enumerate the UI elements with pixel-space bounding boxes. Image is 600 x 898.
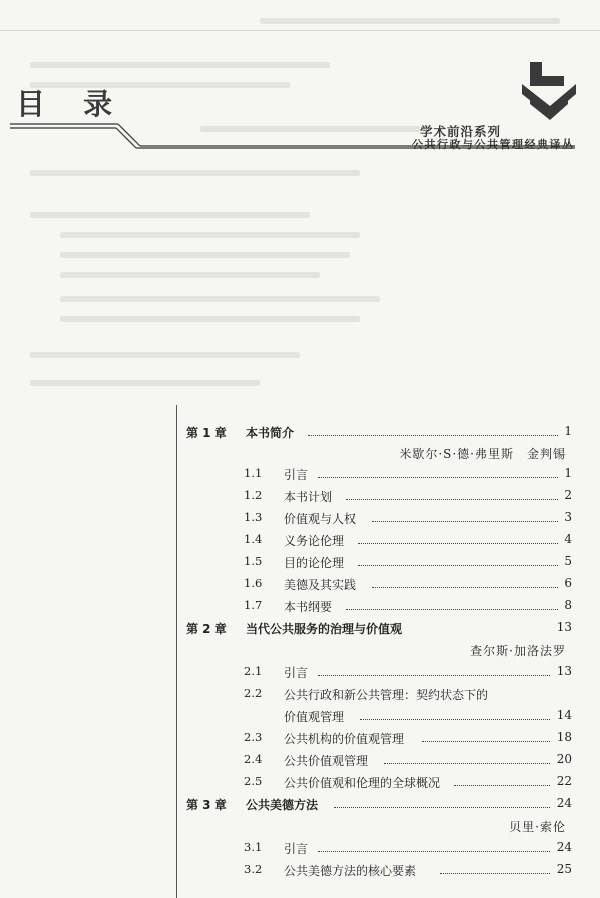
chapter-author: 贝里·索伦: [509, 820, 566, 834]
leader-dots: [346, 609, 558, 610]
leader-dots: [360, 719, 550, 720]
leader-dots: [318, 675, 550, 676]
section-number: 2.5: [244, 774, 263, 788]
chapter-title: 公共美德方法: [246, 798, 319, 812]
section-title: 公共价值观管理: [284, 754, 369, 768]
section-row[interactable]: [186, 576, 572, 596]
section-number: 1.3: [244, 510, 263, 524]
section-row[interactable]: [186, 686, 572, 706]
section-number: 1.4: [244, 532, 263, 546]
section-title: 公共价值观和伦理的全球概况: [284, 776, 441, 790]
page-number: 13: [556, 620, 572, 634]
page-number: 24: [556, 840, 572, 854]
leader-dots: [308, 435, 558, 436]
page-title-wrap: [16, 82, 126, 123]
page-number: 3: [564, 510, 572, 524]
leader-dots: [318, 851, 550, 852]
section-number: 1.5: [244, 554, 263, 568]
page-number: 22: [556, 774, 572, 788]
section-number: 2.1: [244, 664, 263, 678]
chapter-number: 第 1 章: [186, 426, 227, 440]
section-number: 2.3: [244, 730, 263, 744]
page-number: 1: [564, 424, 572, 438]
section-row[interactable]: [186, 730, 572, 750]
section-title: 公共行政和新公共管理：契约状态下的: [284, 688, 489, 702]
leader-dots: [372, 587, 558, 588]
chapter-title: 当代公共服务的治理与价值观: [246, 622, 403, 636]
series-title: 学术前沿系列: [420, 124, 502, 139]
section-title-continued: 价值观管理: [284, 710, 345, 724]
leader-dots: [372, 521, 558, 522]
reverse-page-bleed: [0, 0, 600, 400]
page-number: 20: [556, 752, 572, 766]
series-subtitle: 公共行政与公共管理经典译丛: [412, 138, 575, 151]
section-row[interactable]: [186, 840, 572, 860]
page-number: 6: [564, 576, 572, 590]
section-title: 美德及其实践: [284, 578, 357, 592]
page-number: 24: [556, 796, 572, 810]
author-row: [186, 445, 572, 465]
page-title: 目 录: [16, 87, 127, 121]
leader-dots: [358, 543, 558, 544]
leader-dots: [346, 499, 558, 500]
section-number: 3.1: [244, 840, 263, 854]
leader-dots: [334, 807, 550, 808]
page-number: 1: [564, 466, 572, 480]
series-logo-icon: [520, 62, 578, 122]
section-row[interactable]: [186, 554, 572, 574]
section-number: 1.7: [244, 598, 263, 612]
section-row[interactable]: [186, 752, 572, 772]
section-number: 3.2: [244, 862, 263, 876]
section-title: 价值观与人权: [284, 512, 357, 526]
page-number: 25: [556, 862, 572, 876]
chapter-number: 第 2 章: [186, 622, 227, 636]
page-number: 14: [556, 708, 572, 722]
author-row: [186, 818, 572, 838]
page-number: 4: [564, 532, 572, 546]
section-row-continued[interactable]: [186, 708, 572, 728]
page-number: 18: [556, 730, 572, 744]
leader-dots: [358, 565, 558, 566]
chapter-number: 第 3 章: [186, 798, 227, 812]
section-row[interactable]: [186, 598, 572, 618]
chapter-title: 本书简介: [246, 426, 295, 440]
section-row[interactable]: [186, 510, 572, 530]
section-title: 义务论伦理: [284, 534, 345, 548]
section-title: 引言: [284, 842, 309, 856]
chapter-row[interactable]: [186, 424, 572, 444]
leader-dots: [318, 477, 558, 478]
chapter-author: 查尔斯·加洛法罗: [470, 644, 566, 658]
section-row[interactable]: [186, 466, 572, 486]
section-number: 1.6: [244, 576, 263, 590]
section-row[interactable]: [186, 488, 572, 508]
chapter-author: 米歇尔·S·德·弗里斯 金判锡: [399, 447, 566, 461]
section-row[interactable]: [186, 532, 572, 552]
chapter-row[interactable]: [186, 620, 572, 640]
section-title: 目的论伦理: [284, 556, 345, 570]
page-number: 5: [564, 554, 572, 568]
section-number: 1.1: [244, 466, 263, 480]
leader-dots: [454, 785, 550, 786]
section-title: 公共机构的价值观管理: [284, 732, 405, 746]
leader-dots: [440, 873, 550, 874]
section-row[interactable]: [186, 664, 572, 684]
page-number: 2: [564, 488, 572, 502]
section-row[interactable]: [186, 862, 572, 882]
section-number: 2.4: [244, 752, 263, 766]
section-title: 本书计划: [284, 490, 333, 504]
leader-dots: [384, 763, 550, 764]
section-title: 本书纲要: [284, 600, 333, 614]
section-row[interactable]: [186, 774, 572, 794]
section-title: 引言: [284, 666, 309, 680]
page-number: 8: [564, 598, 572, 612]
section-title: 引言: [284, 468, 309, 482]
page-number: 13: [556, 664, 572, 678]
section-title: 公共美德方法的核心要素: [284, 864, 417, 878]
author-row: [186, 642, 572, 662]
leader-dots: [422, 741, 550, 742]
toc-margin-line: [176, 405, 177, 898]
section-number: 1.2: [244, 488, 263, 502]
chapter-row[interactable]: [186, 796, 572, 816]
section-number: 2.2: [244, 686, 263, 700]
